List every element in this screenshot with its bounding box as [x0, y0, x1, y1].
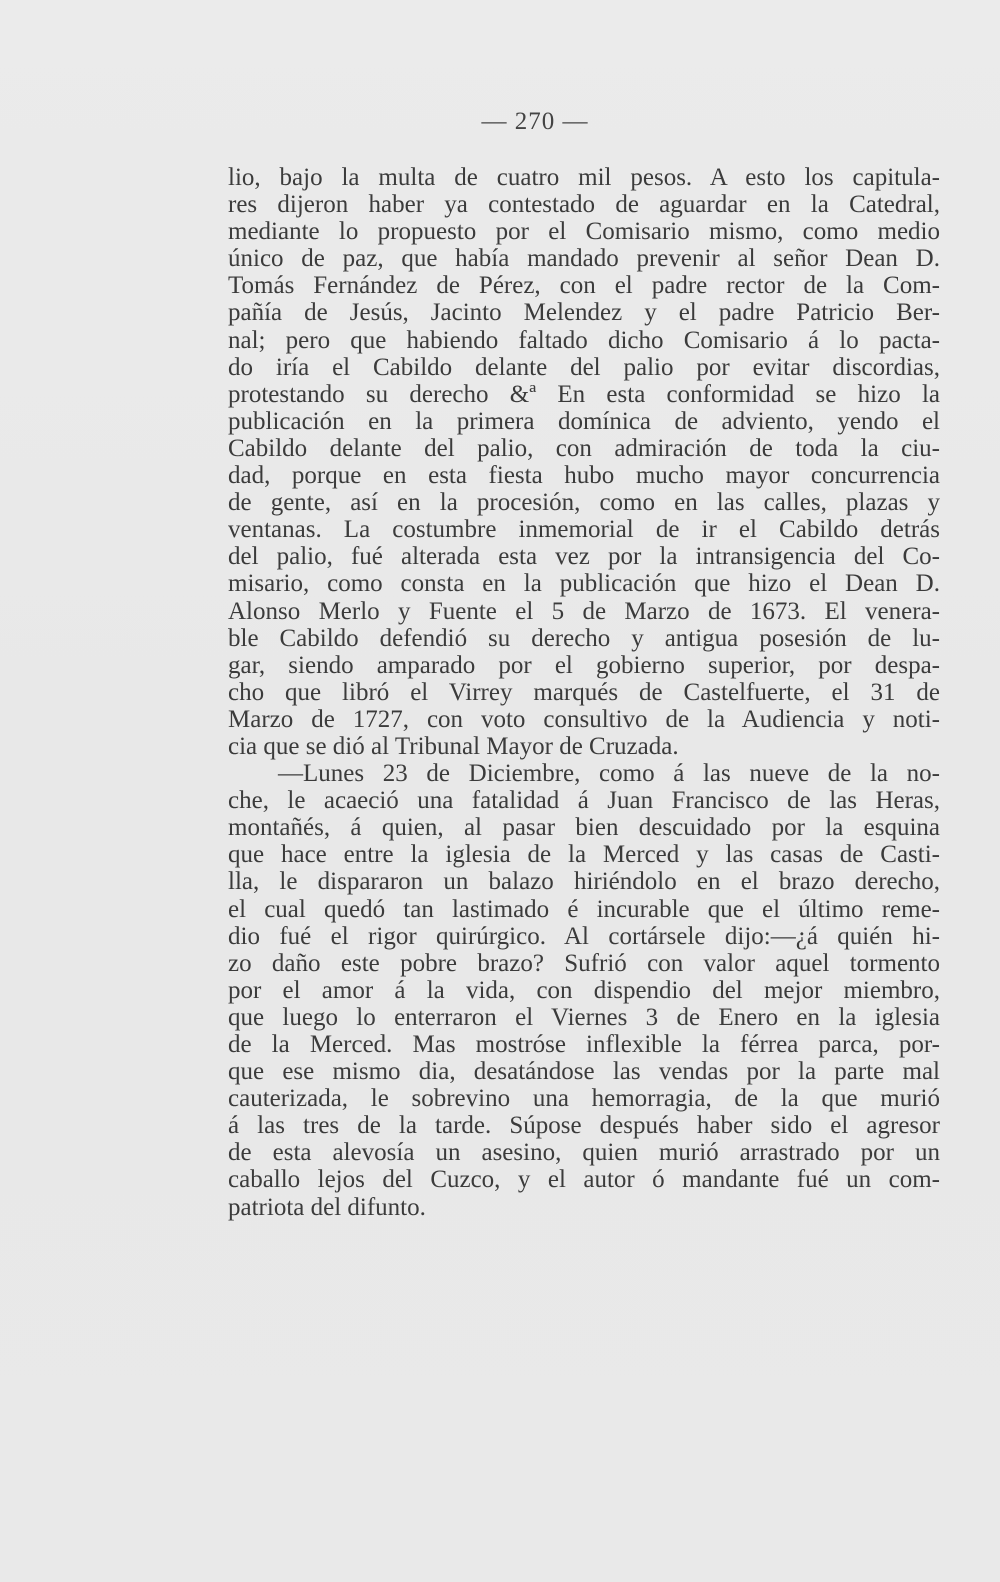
text-line: dio fué el rigor quirúrgico. Al cortársele dijo:—¿á quién hi-	[228, 922, 940, 950]
text-line: que ese mismo dia, desatándose las vendas por la parte mal	[228, 1058, 940, 1086]
text-line: de gente, así en la procesión, como en las calles, plazas y	[228, 489, 940, 517]
text-line: mediante lo propuesto por el Comisario mismo, como medio	[228, 218, 940, 246]
text-line: —Lunes 23 de Diciembre, como á las nueve de la no-	[278, 760, 940, 788]
text-line: cia que se dió al Tribunal Mayor de Cruzada.	[228, 732, 679, 760]
text-line: che, le acaeció una fatalidad á Juan Francisco de las Heras,	[228, 787, 940, 815]
text-line: de la Merced. Mas mostróse inflexible la férrea parca, por-	[228, 1031, 940, 1058]
text-line: publicación en la primera domínica de adviento, yendo el	[228, 407, 940, 435]
text-line: por el amor á la vida, con dispendio del mejor miembro,	[228, 976, 940, 1004]
text-line: res dijeron haber ya contestado de aguardar en la Catedral,	[228, 191, 940, 219]
text-line: dad, porque en esta fiesta hubo mucho mayor concurrencia	[228, 462, 940, 490]
text-line: misario, como consta en la publicación que hizo el Dean D.	[228, 570, 940, 598]
body-text	[228, 164, 940, 1221]
text-line: Cabildo delante del palio, con admiración de toda la ciu-	[228, 434, 940, 462]
page-number: — 270 —	[481, 108, 589, 135]
text-line: nal; pero que habiendo faltado dicho Comisario á lo pacta-	[228, 326, 940, 354]
text-line: do iría el Cabildo delante del palio por evitar discordias,	[228, 353, 940, 381]
text-line: que luego lo enterraron el Viernes 3 de Enero en la iglesia	[228, 1003, 940, 1031]
text-line: único de paz, que había mandado prevenir al señor Dean D.	[228, 245, 940, 273]
text-line: á las tres de la tarde. Súpose después haber sido el agresor	[228, 1112, 940, 1140]
text-line: zo daño este pobre brazo? Sufrió con valor aquel tormento	[228, 949, 940, 977]
text-line: lla, le dispararon un balazo hiriéndolo en el brazo derecho,	[228, 868, 940, 896]
text-line: cho que libró el Virrey marqués de Castelfuerte, el 31 de	[228, 678, 940, 706]
text-line: montañés, á quien, al pasar bien descuidado por la esquina	[228, 814, 940, 842]
text-line: que hace entre la iglesia de la Merced y las casas de Casti-	[228, 841, 940, 869]
text-line: cauterizada, le sobrevino una hemorragia, de la que murió	[228, 1085, 940, 1113]
text-line: patriota del difunto.	[228, 1193, 426, 1221]
text-line: el cual quedó tan lastimado é incurable que el último reme-	[228, 895, 940, 923]
text-line: Tomás Fernández de Pérez, con el padre rector de la Com-	[228, 272, 940, 300]
text-line: del palio, fué alterada esta vez por la intransigencia del Co-	[228, 543, 940, 571]
text-line: caballo lejos del Cuzco, y el autor ó mandante fué un com-	[228, 1166, 940, 1194]
text-line: pañía de Jesús, Jacinto Melendez y el padre Patricio Ber-	[228, 299, 940, 327]
text-line: Alonso Merlo y Fuente el 5 de Marzo de 1673. El venera-	[228, 597, 940, 625]
text-line: gar, siendo amparado por el gobierno superior, por despa-	[228, 651, 940, 679]
text-line: lio, bajo la multa de cuatro mil pesos. A esto los capitula-	[228, 164, 940, 191]
text-line: Marzo de 1727, con voto consultivo de la Audiencia y noti-	[228, 705, 940, 733]
text-line: ble Cabildo defendió su derecho y antigua posesión de lu-	[228, 624, 940, 652]
text-line: de esta alevosía un asesino, quien murió arrastrado por un	[228, 1139, 940, 1167]
text-line: ventanas. La costumbre inmemorial de ir el Cabildo detrás	[228, 516, 940, 544]
text-line: protestando su derecho &ª En esta conformidad se hizo la	[228, 380, 940, 408]
